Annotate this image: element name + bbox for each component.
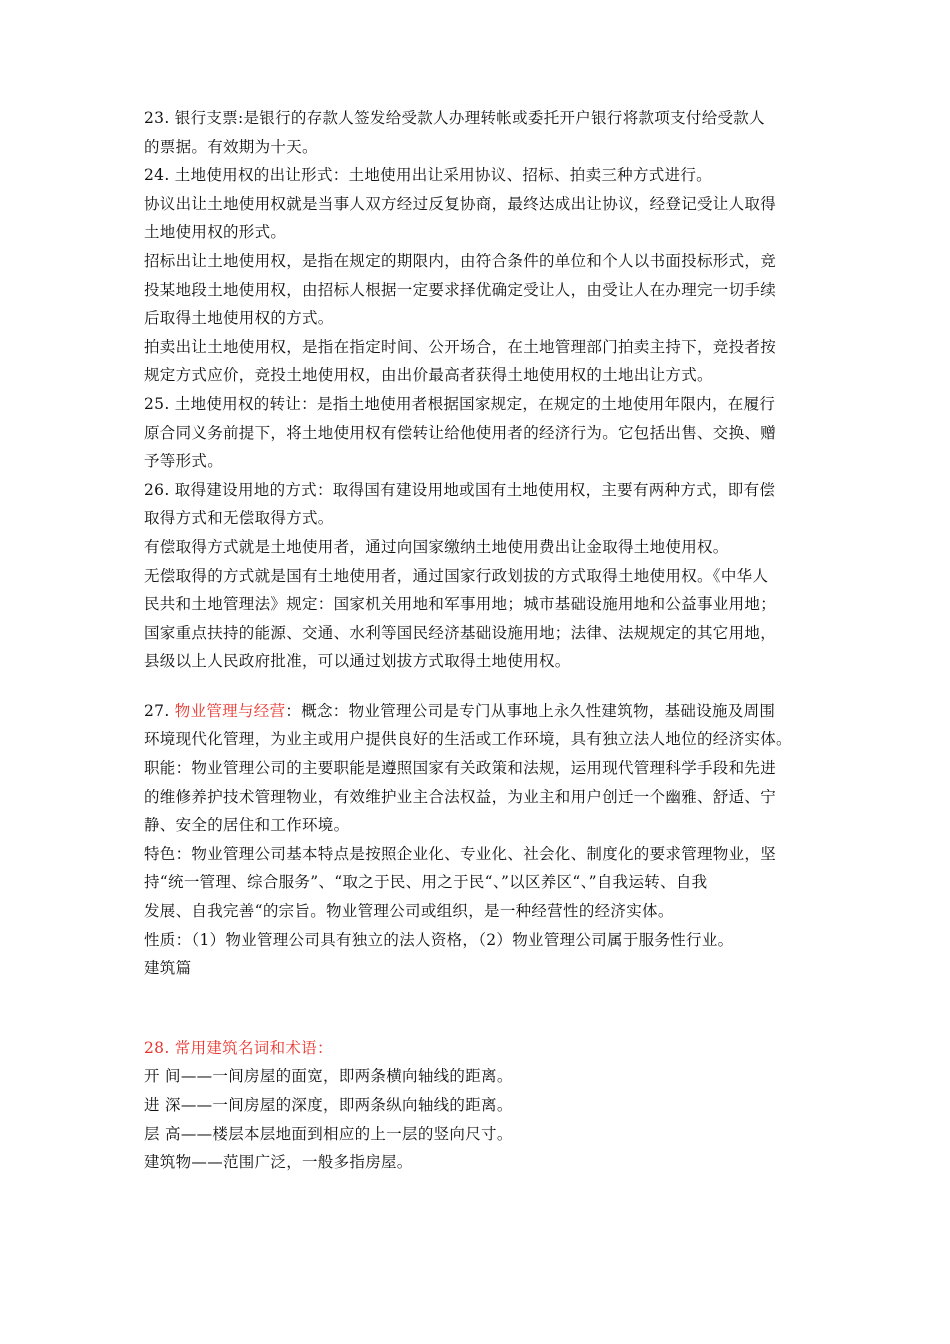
term-line: 进 深——一间房屋的深度，即两条纵向轴线的距离。 (144, 1096, 513, 1114)
text-line: 的维修养护技术管理物业，有效维护业主合法权益，为业主和用户创迁一个幽雅、舒适、宁 (144, 787, 777, 806)
text-line: 民共和土地管理法》规定：国家机关用地和军事用地；城市基础设施用地和公益事业用地； (144, 595, 777, 614)
text-line: 职能：物业管理公司的主要职能是遵照国家有关政策和法规，运用现代管理科学手段和先进 (144, 759, 777, 778)
item-number: 27. (144, 701, 175, 720)
text-line: 县级以上人民政府批准，可以通过划拔方式取得土地使用权。 (144, 652, 571, 671)
item-25 (144, 390, 820, 476)
text-line: 的票据。有效期为十天。 (144, 137, 318, 156)
paragraph-spacer (144, 676, 820, 697)
item-24 (144, 161, 820, 390)
text-line: 土地使用权的形式。 (144, 223, 287, 242)
term-line: 开 间——一间房屋的面宽，即两条横向轴线的距离。 (144, 1067, 513, 1086)
text-line: 性质：（1）物业管理公司具有独立的法人资格，（2）物业管理公司属于服务性行业。 (144, 930, 734, 949)
item-28 (144, 1034, 820, 1177)
text-line: 原合同义务前提下，将土地使用权有偿转让给他使用者的经济行为。它包括出售、交换、赠 (144, 423, 777, 442)
text-line: 协议出让土地使用权就是当事人双方经过反复协商，最终达成出让协议，经登记受让人取得 (144, 194, 777, 213)
term-line: 层 高——楼层本层地面到相应的上一层的竖向尺寸。 (144, 1124, 513, 1143)
paragraph-spacer (144, 983, 820, 1034)
text-line: 24. 土地使用权的出让形式：土地使用出让采用协议、招标、拍卖三种方式进行。 (144, 166, 712, 185)
text-line: 招标出让土地使用权，是指在规定的期限内，由符合条件的单位和个人以书面投标形式，竞 (144, 251, 777, 270)
text-line: 26. 取得建设用地的方式：取得国有建设用地或国有土地使用权，主要有两种方式，即有偿 (144, 480, 776, 499)
text-line: 国家重点扶持的能源、交通、水利等国民经济基础设施用地；法律、法规规定的其它用地， (144, 623, 777, 642)
text-line: 环境现代化管理，为业主或用户提供良好的生活或工作环境，具有独立法人地位的经济实体。 (144, 730, 792, 749)
item-23 (144, 104, 820, 161)
item-27 (144, 697, 820, 983)
text-line: 发展、自我完善“的宗旨。物业管理公司或组织，是一种经营性的经济实体。 (144, 902, 674, 921)
text-line: 23. 银行支票:是银行的存款人签发给受款人办理转帐或委托开户银行将款项支付给受款人 (144, 109, 765, 127)
section-label: 建筑篇 (144, 959, 192, 978)
text-line: 静、安全的居住和工作环境。 (144, 816, 350, 835)
text-line: 予等形式。 (144, 452, 224, 471)
item-27-title: 物业管理与经营 (174, 701, 286, 720)
text-line: 投某地段土地使用权，由招标人根据一定要求择优确定受让人，由受让人在办理完一切手续 (144, 280, 777, 299)
text-line: 拍卖出让土地使用权，是指在指定时间、公开场合，在土地管理部门拍卖主持下，竞投者按 (144, 337, 777, 356)
text-line: 后取得土地使用权的方式。 (144, 309, 334, 328)
item-27-first-line (144, 697, 820, 726)
item-28-heading: 28. 常用建筑名词和术语： (144, 1038, 333, 1057)
text-line: 有偿取得方式就是土地使用者，通过向国家缴纳土地使用费出让金取得土地使用权。 (144, 537, 729, 556)
text-line: 特色：物业管理公司基本特点是按照企业化、专业化、社会化、制度化的要求管理物业，坚 (144, 844, 777, 863)
text-line: 取得方式和无偿取得方式。 (144, 509, 334, 528)
text-line: 持“统一管理、综合服务”、“取之于民、用之于民“、”以区养区“、”自我运转、自我 (144, 873, 708, 892)
document-page (144, 104, 820, 1177)
text-line: 25. 土地使用权的转让：是指土地使用者根据国家规定，在规定的土地使用年限内，在履行 (144, 394, 776, 413)
item-27-text: ：概念：物业管理公司是专门从事地上永久性建筑物，基础设施及周围 (285, 701, 776, 720)
text-line: 无偿取得的方式就是国有土地使用者，通过国家行政划拔的方式取得土地使用权。《中华人 (144, 566, 769, 585)
text-line: 规定方式应价，竞投土地使用权，由出价最高者获得土地使用权的土地出让方式。 (144, 366, 713, 385)
term-line: 建筑物——范围广泛，一般多指房屋。 (144, 1153, 413, 1172)
item-26 (144, 476, 820, 676)
